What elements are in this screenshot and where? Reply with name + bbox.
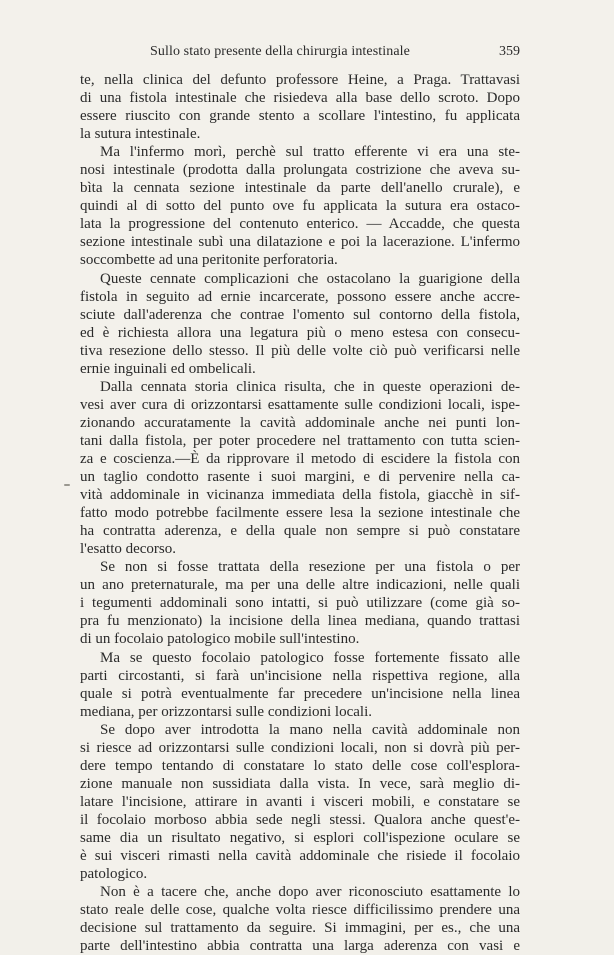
- text-line: Ma se questo focolaio patologico fosse fortemente fissato alle: [100, 649, 520, 666]
- text-line: mediana, per orizzontarsi sulle condizioni locali.: [80, 703, 372, 720]
- text-line: Dalla cennata storia clinica risulta, che in queste operazioni de-: [100, 378, 520, 395]
- text-line: stato reale delle cose, qualche volta riesce difficilissimo prendere una: [80, 902, 520, 919]
- text-line: vità addominale in vicinanza immediata della fistola, giacchè in sif-: [80, 487, 520, 504]
- text-line: la sutura intestinale.: [80, 126, 201, 143]
- text-line: za e coscienza.—È da ripprovare il metodo di escidere la fistola con: [80, 450, 520, 467]
- text-line: Se non si fosse trattata della resezione per una fistola o per: [100, 559, 520, 576]
- running-head: [80, 44, 520, 64]
- text-line: patologico.: [80, 866, 148, 883]
- text-line: parte dell'intestino abbia contratta una larga aderenza con vasi e: [80, 938, 520, 955]
- text-line: lata la progressione del contenuto enterico. — Accadde, che questa: [80, 216, 520, 233]
- text-line: essere riuscito con grande stento a scollare l'intestino, fu applicata: [80, 108, 520, 125]
- page-number: 359: [499, 44, 520, 59]
- text-line: dere tempo tentando di constatare lo stato delle cose coll'esplora-: [80, 757, 520, 774]
- text-line: di una fistola intestinale che risiedeva alla base dello scroto. Dopo: [80, 90, 520, 107]
- text-line: pra fu menzionato) la incisione della linea mediana, quando trattasi: [80, 613, 520, 630]
- text-line: fatto modo potrebbe facilmente essere lesa la sezione intestinale che: [80, 505, 520, 522]
- text-line: tani dalla fistola, per poter procedere nel trattamento con tutta scien-: [80, 432, 520, 449]
- text-line: un ano preternaturale, ma per una delle altre indicazioni, nelle quali: [80, 577, 520, 594]
- running-head-title: Sullo stato presente della chirurgia intestinale: [150, 44, 410, 59]
- ink-mark: [64, 484, 70, 486]
- text-line: Se dopo aver introdotta la mano nella cavità addominale non: [100, 721, 520, 738]
- text-line: same dia un risultato negativo, si esplori coll'ispezione oculare se: [80, 829, 520, 846]
- text-line: il focolaio morboso abbia sede negli stessi. Qualora anche quest'e-: [80, 811, 520, 828]
- text-line: ernie inguinali ed ombelicali.: [80, 360, 256, 377]
- text-line: nosi intestinale (prodotta dalla prolungata costrizione che aveva su-: [80, 162, 520, 179]
- text-line: quindi al di sotto del punto ove fu applicata la sutura era ostaco-: [80, 198, 520, 215]
- text-line: te, nella clinica del defunto professore Heine, a Praga. Trattavasi: [80, 72, 520, 88]
- text-line: di un focolaio patologico mobile sull'intestino.: [80, 631, 360, 648]
- text-line: tiva resezione dello stesso. Il più delle volte ciò può verificarsi nelle: [80, 342, 520, 359]
- text-line: fistola in seguito ad ernie incarcerate, possono essere anche accre-: [80, 288, 520, 305]
- text-line: bìta la cennata sezione intestinale da parte dell'anello crurale), e: [80, 180, 520, 197]
- text-line: sezione intestinale subì una dilatazione e poi la lacerazione. L'infermo: [80, 234, 520, 251]
- text-line: vesi aver cura di orizzontarsi esattamente sulle condizioni locali, ispe-: [80, 396, 520, 413]
- text-line: ed è richiesta allora una legatura più o meno estesa con consecu-: [80, 324, 520, 341]
- text-line: Ma l'infermo morì, perchè sul tratto efferente vi era una ste-: [100, 144, 520, 161]
- text-line: Non è a tacere che, anche dopo aver riconosciuto esattamente lo: [100, 884, 520, 901]
- text-line: l'esatto decorso.: [80, 541, 177, 558]
- text-line: ha contratta aderenza, e della quale non sempre si può constatare: [80, 523, 520, 540]
- text-line: zionando accuratamente la cavità addominale anche nei punti lon-: [80, 414, 520, 431]
- text-line: parti circostanti, si farà un'incisione nella rispettiva regione, alla: [80, 667, 520, 684]
- text-line: latare l'incisione, attirare in avanti i visceri mobili, e constatare se: [80, 793, 520, 810]
- text-line: quale si potrà eventualmente far precedere un'incisione nella linea: [80, 685, 520, 702]
- text-line: sciute dall'aderenza che contrae l'omento sul contorno della fistola,: [80, 306, 520, 323]
- text-line: soccombette ad una peritonite perforatoria.: [80, 252, 338, 269]
- text-line: i tegumenti addominali sono intatti, si può utilizzare (come già so-: [80, 595, 520, 612]
- text-line: si riesce ad orizzontarsi sulle condizioni locali, non si dovrà più per-: [80, 739, 520, 756]
- text-line: Queste cennate complicazioni che ostacolano la guarigione della: [100, 270, 520, 287]
- text-line: decisione sul trattamento da seguire. Si immagini, per es., che una: [80, 920, 520, 937]
- body-text: [80, 71, 520, 955]
- text-line: un taglio condotto rasente i suoi margini, e di pervenire nella ca-: [80, 469, 520, 486]
- text-line: è sui visceri rimasti nella cavità addominale che risiede il focolaio: [80, 848, 520, 865]
- text-line: zione manuale non sussidiata dalla vista. In vece, sarà meglio di-: [80, 775, 520, 792]
